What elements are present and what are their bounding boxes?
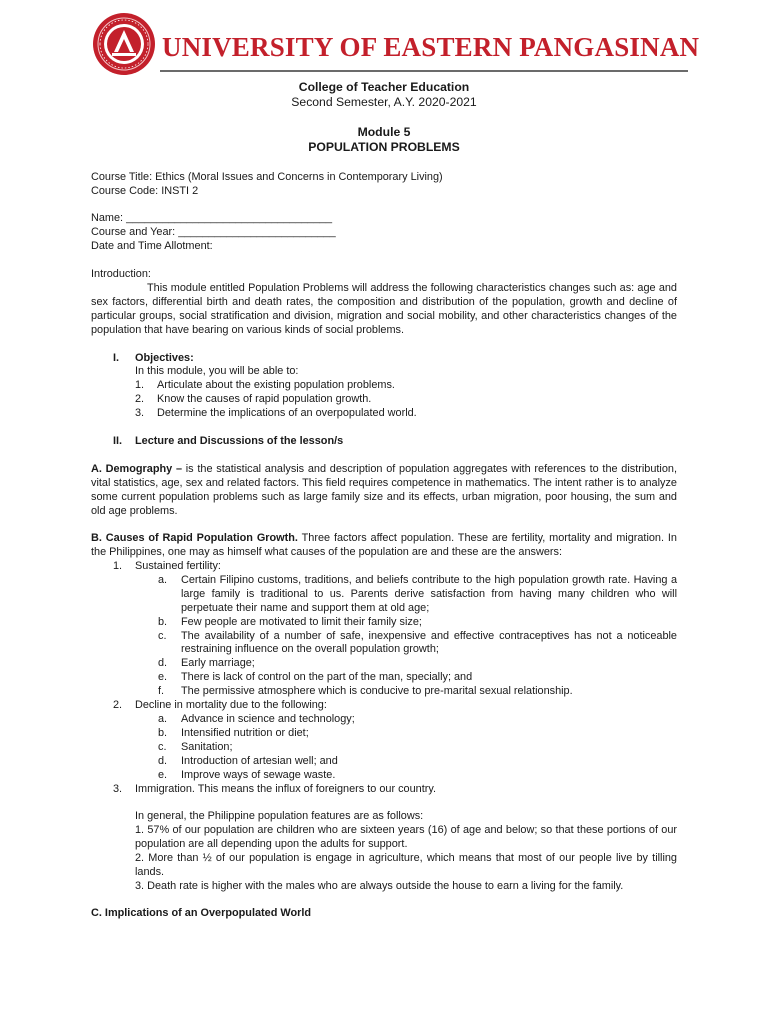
list-marker: c. — [158, 629, 167, 642]
list-marker: f. — [158, 685, 165, 698]
sub-item-text: Intensified nutrition or diet; — [181, 726, 309, 739]
sub-item-text: Introduction of artesian well; and — [181, 754, 338, 767]
causes-list — [113, 560, 677, 796]
course-year-field: Course and Year: __________________________ — [91, 225, 336, 238]
sub-item-text: There is lack of control on the part of the man, specially; and — [181, 671, 473, 684]
sub-item — [113, 727, 677, 741]
cause-item — [113, 699, 677, 713]
cause-item — [113, 783, 677, 797]
objective-item — [135, 393, 675, 407]
demography-text: is the statistical analysis and description of population aggregates with references to the distribution, vital statistics, age, sex and related factors. This field requires competence in mathematics. The intent rather is to analyze some current population problems such as large family size and its effects, urban migration, poor housing, the sum and old age problems. — [91, 463, 677, 517]
list-marker: b. — [158, 726, 168, 739]
objectives-list — [135, 365, 675, 421]
sub-item-text: Improve ways of sewage waste. — [181, 768, 336, 781]
college-name: College of Teacher Education — [298, 80, 470, 94]
feature-item: 3. Death rate is higher with the males who are always outside the house to earn a living for the family. — [135, 879, 624, 892]
list-marker: 1. — [135, 378, 145, 391]
cause-item — [113, 560, 677, 574]
features-lead: In general, the Philippine population features are as follows: — [135, 810, 424, 822]
sub-item-text: Advance in science and technology; — [181, 712, 355, 725]
student-fields — [91, 212, 677, 254]
letterhead — [92, 12, 700, 76]
list-marker: e. — [158, 671, 168, 684]
list-marker: 3. — [113, 782, 123, 795]
features-block — [135, 810, 677, 893]
objective-text: Know the causes of rapid population growth. — [157, 392, 372, 405]
section-number: I. — [113, 352, 120, 364]
cause-text: Sustained fertility: — [135, 560, 221, 572]
objective-item — [135, 407, 675, 421]
objective-item — [135, 379, 675, 393]
objective-text: Determine the implications of an overpopulated world. — [157, 406, 417, 419]
university-name: UNIVERSITY OF EASTERN PANGASINAN — [162, 32, 700, 62]
objectives-lead: In this module, you will be able to: — [135, 365, 299, 377]
introduction — [91, 268, 677, 338]
header-divider — [160, 70, 688, 72]
introduction-text: This module entitled Population Problems will address the following characteristics changes such as: age and sex factors, differential birth and death rates, the composition and distribution of the population, growth and decline of particular groups, social stratification and division, migration and social mobility, and other characteristics changes of the population that have bearing on various kinds of social problems. — [91, 281, 677, 336]
causes-paragraph — [91, 532, 677, 560]
list-marker: 1. — [113, 560, 123, 572]
cause-text: Immigration. This means the influx of foreigners to our country. — [135, 782, 437, 795]
sub-item-text: Early marriage; — [181, 657, 255, 670]
sub-item — [113, 713, 677, 727]
list-marker: e. — [158, 768, 168, 781]
sub-item — [113, 616, 677, 630]
date-time-field: Date and Time Allotment: — [91, 239, 213, 252]
semester: Second Semester, A.Y. 2020-2021 — [291, 95, 477, 109]
causes-text: Three factors affect population. These are fertility, mortality and migration. In the Philippines, one may as himself what causes of the population are and these are the answers: — [91, 532, 677, 558]
feature-item: 1. 57% of our population are children who are sixteen years (16) of age and below; so that these portions of our population are all depending upon the adults for support. — [135, 823, 677, 850]
sub-item-text: Sanitation; — [181, 740, 233, 753]
list-marker: c. — [158, 740, 167, 753]
cause-text: Decline in mortality due to the following: — [135, 699, 327, 712]
list-marker: d. — [158, 657, 168, 670]
list-marker: a. — [158, 712, 168, 725]
sub-item — [113, 755, 677, 769]
implications-heading: C. Implications of an Overpopulated World — [91, 907, 312, 919]
sub-item — [113, 671, 677, 685]
course-info — [91, 171, 677, 199]
sub-item-text: Certain Filipino customs, traditions, and beliefs contribute to the high population growth rate. Having a large family is traditional to us. Parents derive satisfaction from having many children who will perpetuate their name and support them at old age; — [181, 573, 677, 614]
course-code: Course Code: INSTI 2 — [91, 184, 199, 197]
demography-paragraph — [91, 463, 677, 519]
introduction-label: Introduction: — [91, 268, 151, 280]
list-marker: 2. — [113, 699, 123, 712]
list-marker: 2. — [135, 392, 145, 405]
university-seal-icon — [92, 12, 156, 76]
section-heading: Objectives: — [135, 352, 194, 364]
sub-item — [113, 741, 677, 755]
sub-item-text: The permissive atmosphere which is conducive to pre-marital sexual relationship. — [181, 685, 573, 698]
demography-label: A. Demography – — [91, 463, 183, 475]
section-number: II. — [113, 435, 123, 447]
list-marker: b. — [158, 615, 168, 628]
module-title: POPULATION PROBLEMS — [308, 140, 460, 154]
feature-item: 2. More than ½ of our population is engage in agriculture, which means that most of our people live by tilling lands. — [135, 851, 677, 878]
section-heading: Lecture and Discussions of the lesson/s — [135, 435, 344, 447]
sub-item — [113, 769, 677, 783]
sub-item — [113, 574, 677, 616]
causes-label: B. Causes of Rapid Population Growth. — [91, 532, 298, 544]
name-field: Name: __________________________________ — [91, 212, 333, 224]
list-marker: a. — [158, 573, 168, 586]
sub-item-text: Few people are motivated to limit their family size; — [181, 615, 422, 628]
course-title: Course Title: Ethics (Moral Issues and Concerns in Contemporary Living) — [91, 171, 443, 183]
module-number: Module 5 — [357, 125, 411, 139]
list-marker: d. — [158, 754, 168, 767]
objective-text: Articulate about the existing population problems. — [157, 378, 395, 391]
sub-item — [113, 657, 677, 671]
sub-item-text: The availability of a number of safe, inexpensive and effective contraceptives has not a noticeable restraining influence on the overall population growth; — [181, 629, 677, 656]
sub-item — [113, 685, 677, 699]
list-marker: 3. — [135, 406, 145, 419]
sub-item — [113, 630, 677, 658]
